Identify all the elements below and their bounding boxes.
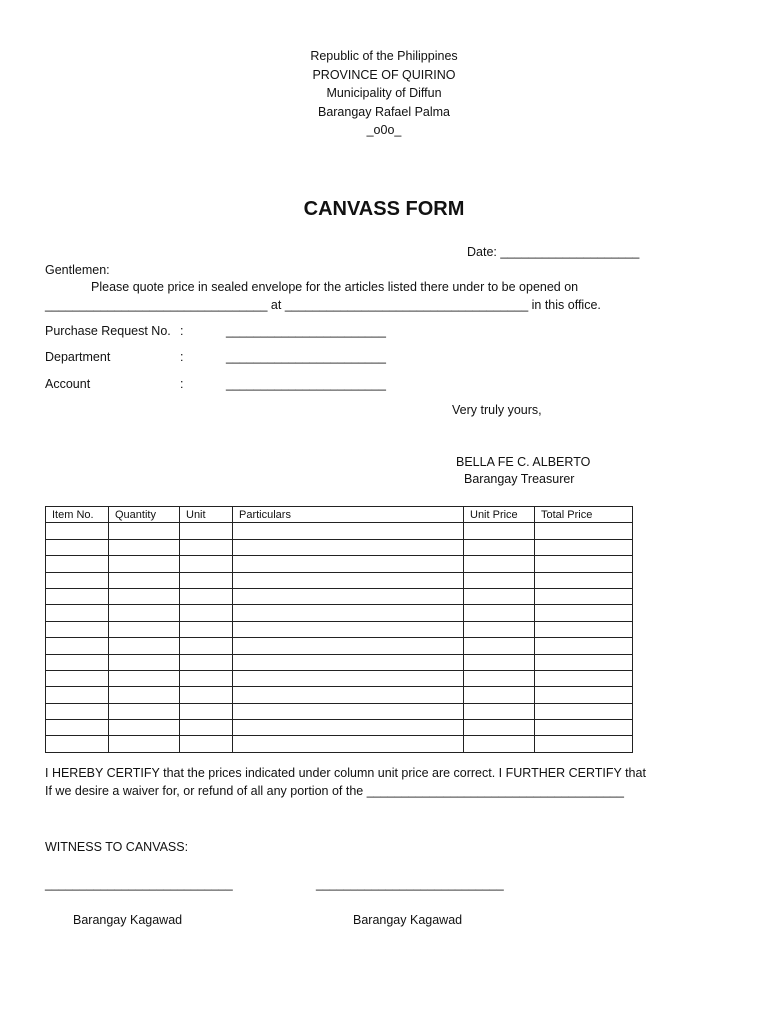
table-cell [46,556,109,572]
table-cell [233,621,464,637]
table-cell [109,736,180,752]
signatory-title: Barangay Treasurer [464,472,575,486]
table-cell [109,703,180,719]
table-row [46,523,633,539]
witness-label: WITNESS TO CANVASS: [45,840,189,854]
table-row [46,638,633,654]
table-cell [464,572,535,588]
table-cell [535,539,633,555]
table-cell [109,638,180,654]
table-row [46,720,633,736]
table-cell [46,687,109,703]
table-cell [464,720,535,736]
account-colon: : [180,377,184,391]
table-cell [535,572,633,588]
table-cell [464,605,535,621]
table-cell [535,720,633,736]
table-cell [180,703,233,719]
province-line: PROVINCE OF QUIRINO [312,67,456,82]
table-cell [180,572,233,588]
table-cell [109,588,180,604]
table-cell [535,670,633,686]
purchase-request-blank: _______________________ [226,324,386,338]
table-cell [46,572,109,588]
witness-2-signature-line: ___________________________ [316,877,504,891]
table-cell [180,687,233,703]
table-cell [233,687,464,703]
ornament-line: _o0o_ [366,123,402,137]
table-cell [535,638,633,654]
table-cell [109,720,180,736]
department-colon: : [180,350,184,364]
municipality-line: Municipality of Diffun [326,86,442,100]
table-cell [464,703,535,719]
table-cell [46,621,109,637]
table-row [46,654,633,670]
account-blank: _______________________ [226,377,386,391]
table-cell [233,556,464,572]
table-cell [464,736,535,752]
table-cell [180,720,233,736]
table-cell [535,556,633,572]
certify-line-2: If we desire a waiver for, or refund of all any portion of the _____________________________________ [45,784,624,798]
table-cell [109,572,180,588]
table-cell [233,703,464,719]
purchase-request-colon: : [180,324,184,338]
table-cell [46,588,109,604]
closing: Very truly yours, [452,403,542,417]
table-cell [180,670,233,686]
signatory-name: BELLA FE C. ALBERTO [456,455,591,469]
table-cell [109,556,180,572]
table-header-row [46,507,633,523]
table-cell [180,605,233,621]
table-cell [46,638,109,654]
table-cell [109,621,180,637]
header-item-no: Item No. [46,507,109,523]
page-title: CANVASS FORM [303,198,465,220]
table-cell [464,556,535,572]
table-cell [535,703,633,719]
table-cell [180,539,233,555]
table-cell [180,588,233,604]
certify-line-1: I HEREBY CERTIFY that the prices indicated under column unit price are correct. I FURTHER CERTIFY that [45,766,646,780]
date-field: Date: ____________________ [467,245,640,259]
table-cell [464,523,535,539]
table-cell [464,588,535,604]
salutation: Gentlemen: [45,263,110,277]
table-cell [46,523,109,539]
table-cell [46,539,109,555]
table-cell [109,670,180,686]
table-cell [233,638,464,654]
table-row [46,736,633,752]
instruction-line-1: Please quote price in sealed envelope for the articles listed there under to be opened on [91,280,579,294]
table-cell [464,687,535,703]
items-table [45,506,633,753]
table-cell [109,654,180,670]
table-cell [180,556,233,572]
table-cell [535,523,633,539]
table-cell [46,605,109,621]
table-cell [535,687,633,703]
table-cell [464,539,535,555]
table-cell [46,736,109,752]
table-cell [46,703,109,719]
table-cell [233,720,464,736]
department-label: Department [45,350,111,364]
table-row [46,572,633,588]
table-row [46,605,633,621]
table-cell [233,605,464,621]
table-cell [109,605,180,621]
table-cell [180,654,233,670]
table-cell [180,621,233,637]
table-cell [233,670,464,686]
table-cell [535,605,633,621]
table-row [46,687,633,703]
table-row [46,556,633,572]
table-cell [233,539,464,555]
table-row [46,670,633,686]
table-cell [464,670,535,686]
table-cell [109,539,180,555]
table-cell [180,638,233,654]
instruction-line-2: ________________________________ at ___________________________________ in this office. [45,298,601,312]
table-cell [233,572,464,588]
table-cell [46,654,109,670]
table-cell [109,523,180,539]
header-unit: Unit [180,507,233,523]
republic-line: Republic of the Philippines [310,49,458,63]
witness-1-signature-line: ___________________________ [45,877,233,891]
table-row [46,539,633,555]
table-cell [464,621,535,637]
table-row [46,588,633,604]
table-cell [46,720,109,736]
table-cell [535,736,633,752]
table-row [46,703,633,719]
table-cell [180,736,233,752]
table-cell [180,523,233,539]
department-blank: _______________________ [226,350,386,364]
table-cell [233,654,464,670]
table-cell [464,638,535,654]
table-cell [535,588,633,604]
table-cell [535,654,633,670]
table-cell [535,621,633,637]
witness-1-role: Barangay Kagawad [73,913,183,927]
header-total-price: Total Price [535,507,633,523]
header-quantity: Quantity [109,507,180,523]
purchase-request-label: Purchase Request No. [45,324,171,338]
table-cell [46,670,109,686]
witness-2-role: Barangay Kagawad [353,913,463,927]
header-particulars: Particulars [233,507,464,523]
table-cell [233,523,464,539]
table-cell [464,654,535,670]
account-label: Account [45,377,91,391]
table-cell [233,736,464,752]
header-unit-price: Unit Price [464,507,535,523]
table-cell [109,687,180,703]
table-cell [233,588,464,604]
table-row [46,621,633,637]
barangay-line: Barangay Rafael Palma [317,104,451,119]
